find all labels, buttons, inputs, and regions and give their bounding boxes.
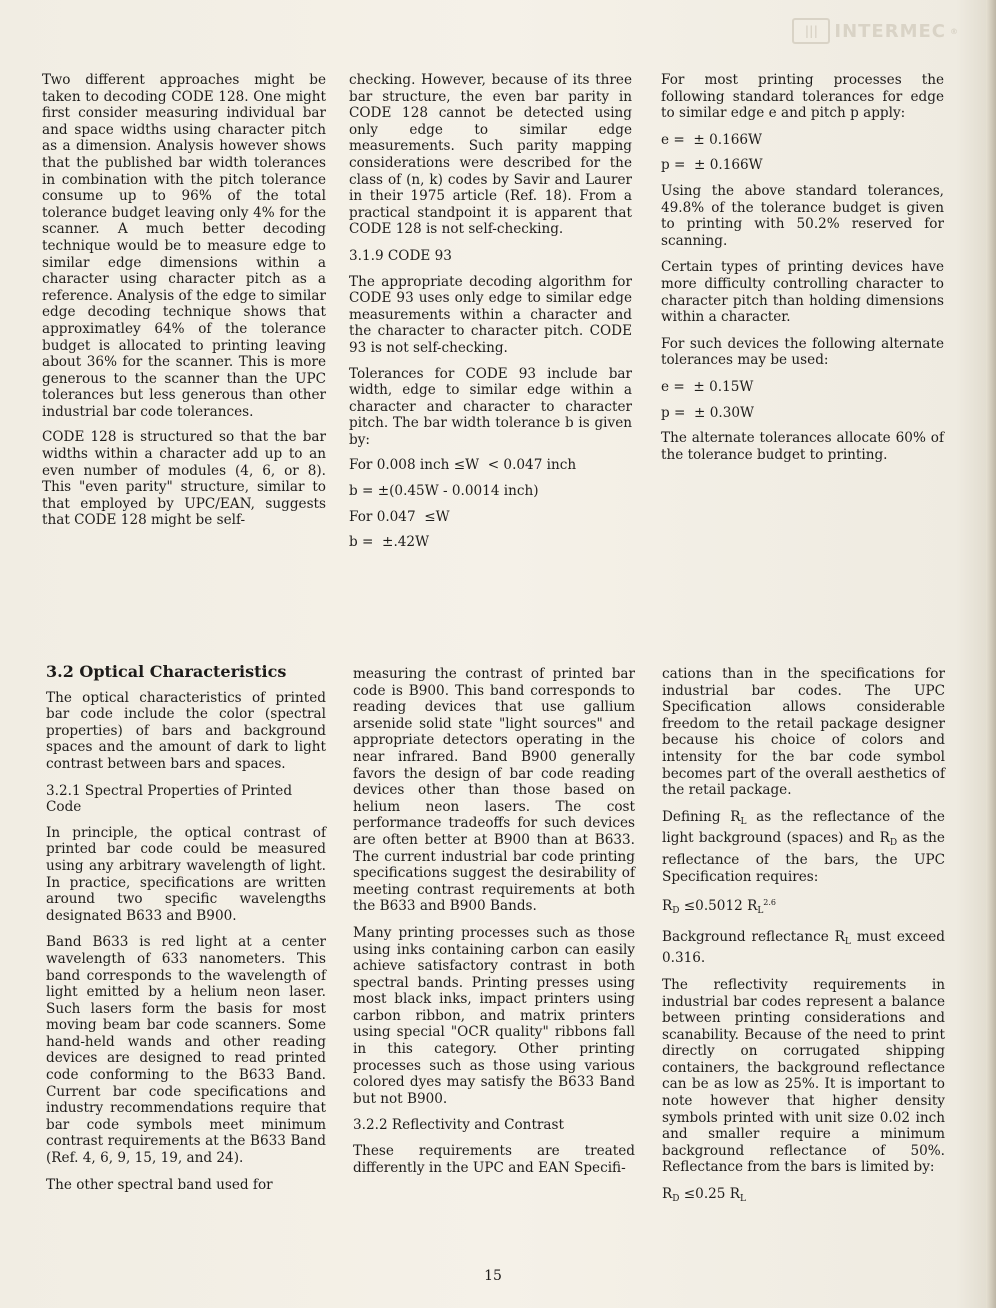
bottom-column-2 — [353, 666, 635, 1185]
text: Background reflectance R — [662, 928, 845, 945]
top-column-1 — [42, 72, 326, 538]
paragraph: Many printing processes such as those using inks containing carbon can easily achieve satisfactory contrast in both spectral bands. Printing presses using most black inks, impact printers using carbon ribbon, and matrix printers using special "OCR quality" ribbons fall in this category. Other printing processes such as those using various colored dyes may satisfy the B633 Band but not B900. — [353, 924, 635, 1107]
subscript: D — [672, 1194, 680, 1205]
paragraph: The other spectral band used for — [46, 1176, 273, 1193]
paragraph: The alternate tolerances allocate 60% of the tolerance budget to printing. — [661, 430, 944, 463]
formula-block — [661, 379, 944, 421]
top-column-3 — [661, 72, 944, 472]
logo-text: INTERMEC — [834, 20, 946, 42]
superscript: 2.6 — [763, 898, 777, 908]
paragraph: cations than in the specifications for industrial bar codes. The UPC Specification allows considerable freedom to the retail package designer because his choice of colors and intensity for the bar code symbol becomes part of the overall aesthetics of the retail package. — [662, 666, 945, 799]
paragraph: Using the above standard tolerances, 49.8% of the tolerance budget is given to printing with 50.2% reserved for scanning. — [661, 182, 944, 249]
formula-line: e = ± 0.166W — [661, 131, 762, 148]
subscript: L — [844, 936, 851, 947]
paragraph: The appropriate decoding algorithm for CODE 93 uses only edge to similar edge measurements within a character and the character to character pitch. CODE 93 is not self-checking. — [349, 273, 632, 356]
page-number: 15 — [484, 1268, 502, 1284]
text: R — [662, 1186, 673, 1203]
bottom-column-3 — [662, 666, 945, 1217]
paragraph: Band B633 is red light at a center wavelength of 633 nanometers. This band corresponds to the wavelength of light emitted by a helium neon laser. Such lasers form the basis for most moving beam bar code scanners. Some hand-held wands and other reading devices are designed to read printed code conforming to the B633 Band. Current bar code specifications and industry recommendations require that bar code symbols meet minimum contrast requirements at the B633 Band (Ref. 4, 6, 9, 15, 19, and 24). — [46, 934, 326, 1167]
formula-line: For 0.008 inch ≤W < 0.047 inch — [349, 457, 577, 474]
formula-line — [662, 895, 945, 920]
logo-mark: ||| — [792, 18, 830, 44]
paragraph: Tolerances for CODE 93 include bar width, edge to similar edge within a character and character to character pitch. The bar width tolerance b is given by: — [349, 365, 632, 448]
paragraph: For such devices the following alternate tolerances may be used: — [661, 335, 944, 369]
text: Defining R — [662, 808, 741, 825]
paragraph: CODE 128 is structured so that the bar widths within a character add up to an even number of modules (4, 6, or 8). This "even parity" structure, similar to that employed by UPC/EAN, suggests that CODE 128 might be self- — [42, 429, 326, 529]
paragraph: These requirements are treated differently in the UPC and EAN Specifi- — [353, 1143, 635, 1176]
bottom-column-1 — [46, 664, 326, 1202]
paragraph: For most printing processes the following standard tolerances for edge to similar edge e and pitch p apply: — [661, 72, 944, 122]
formula-line: p = ± 0.166W — [661, 157, 763, 174]
text: as the reflectance of the light background (spaces) and R — [662, 808, 945, 847]
paragraph: The reflectivity requirements in industrial bar codes represent a balance between printing considerations and scanability. Because of the need to print directly on corrugated shipping containers, the background reflectance can be as low as 25%. It is important to note however that higher density symbols printed with unit size 0.02 inch and smaller require a minimum background reflectance of 50%. Reflectance from the bars is limited by: — [662, 976, 945, 1176]
formula-block — [349, 509, 632, 551]
text: must exceed 0.316. — [662, 928, 945, 967]
formula-block — [661, 132, 944, 174]
text: R — [662, 898, 673, 915]
section-heading-3-2-2: 3.2.2 Reflectivity and Contrast — [353, 1117, 564, 1134]
top-column-2 — [349, 72, 632, 560]
section-heading-3-2-1: 3.2.1 Spectral Properties of Printed Code — [46, 782, 293, 816]
intermec-logo — [792, 18, 958, 44]
text: as the reflectance of the bars, the UPC Specification requires: — [662, 830, 945, 885]
paragraph: measuring the contrast of printed bar code is B900. This band corresponds to reading devices that use gallium arsenide solid state "light sources" and appropriate detectors operating in the near infrared. Band B900 generally favors the design of bar code reading devices other than those based on helium neon lasers. The cost performance tradeoffs for such devices are often better at B900 than at B633. The current industrial bar code printing specifications suggest the desirability of meeting contrast requirements at both the B633 and B900 Bands. — [353, 666, 635, 915]
section-heading-3-1-9: 3.1.9 CODE 93 — [349, 247, 452, 264]
formula-line: For 0.047 ≤W — [349, 508, 450, 525]
paragraph: Two different approaches might be taken to decoding CODE 128. One might first consider measuring individual bar and space widths using character pitch as a dimension. Analysis however shows that the published bar width tolerances in combination with the pitch tolerance consume up to 96% of the total tolerance budget leaving only 4% for the scanner. A much better decoding technique would be to measure edge to similar edge dimensions within a character using character pitch as a reference. Analysis of the edge to similar edge decoding technique shows that approximatley 64% of the tolerance budget is allocated to printing leaving about 36% for the scanner. This is more generous to the scanner than the UPC tolerances but less generous than other industrial bar code tolerances. — [42, 72, 326, 420]
formula-line: b = ±.42W — [349, 534, 430, 551]
subscript: L — [740, 1194, 746, 1205]
text: ≤0.25 R — [679, 1186, 741, 1203]
paragraph: Certain types of printing devices have more difficulty controlling character to character pitch than holding dimensions within a character. — [661, 259, 944, 326]
formula-line: p = ± 0.30W — [661, 404, 755, 421]
subscript: D — [672, 906, 680, 917]
formula-block — [349, 457, 632, 499]
text: ≤0.5012 R — [679, 898, 758, 915]
subscript: D — [889, 838, 898, 849]
paragraph: checking. However, because of its three bar structure, the even bar parity in CODE 128 cannot be detected using only edge to similar edge measurements. Such parity mapping considerations were described for the class of (n, k) codes by Savir and Laurer in their 1975 article (Ref. 18). From a practical standpoint it is apparent that CODE 128 is not self-checking. — [349, 72, 632, 238]
subscript: L — [757, 906, 764, 917]
logo-registered: ® — [950, 26, 958, 36]
section-title-3-2: 3.2 Optical Characteristics — [46, 662, 287, 681]
paragraph: In principle, the optical contrast of printed bar code could be measured using any arbitrary wavelength of light. In practice, specifications are written around two specific wavelengths designated B633 and B900. — [46, 824, 326, 924]
formula-line — [662, 1186, 945, 1208]
formula-line: b = ±(0.45W - 0.0014 inch) — [349, 483, 539, 500]
paragraph — [662, 929, 945, 967]
paragraph: The optical characteristics of printed bar code include the color (spectral properties) of bars and background spaces and the amount of dark to light contrast between bars and spaces. — [46, 689, 326, 772]
paragraph — [662, 809, 945, 885]
formula-line: e = ± 0.15W — [661, 378, 754, 395]
binding-edge — [986, 0, 996, 1308]
subscript: L — [740, 816, 747, 827]
